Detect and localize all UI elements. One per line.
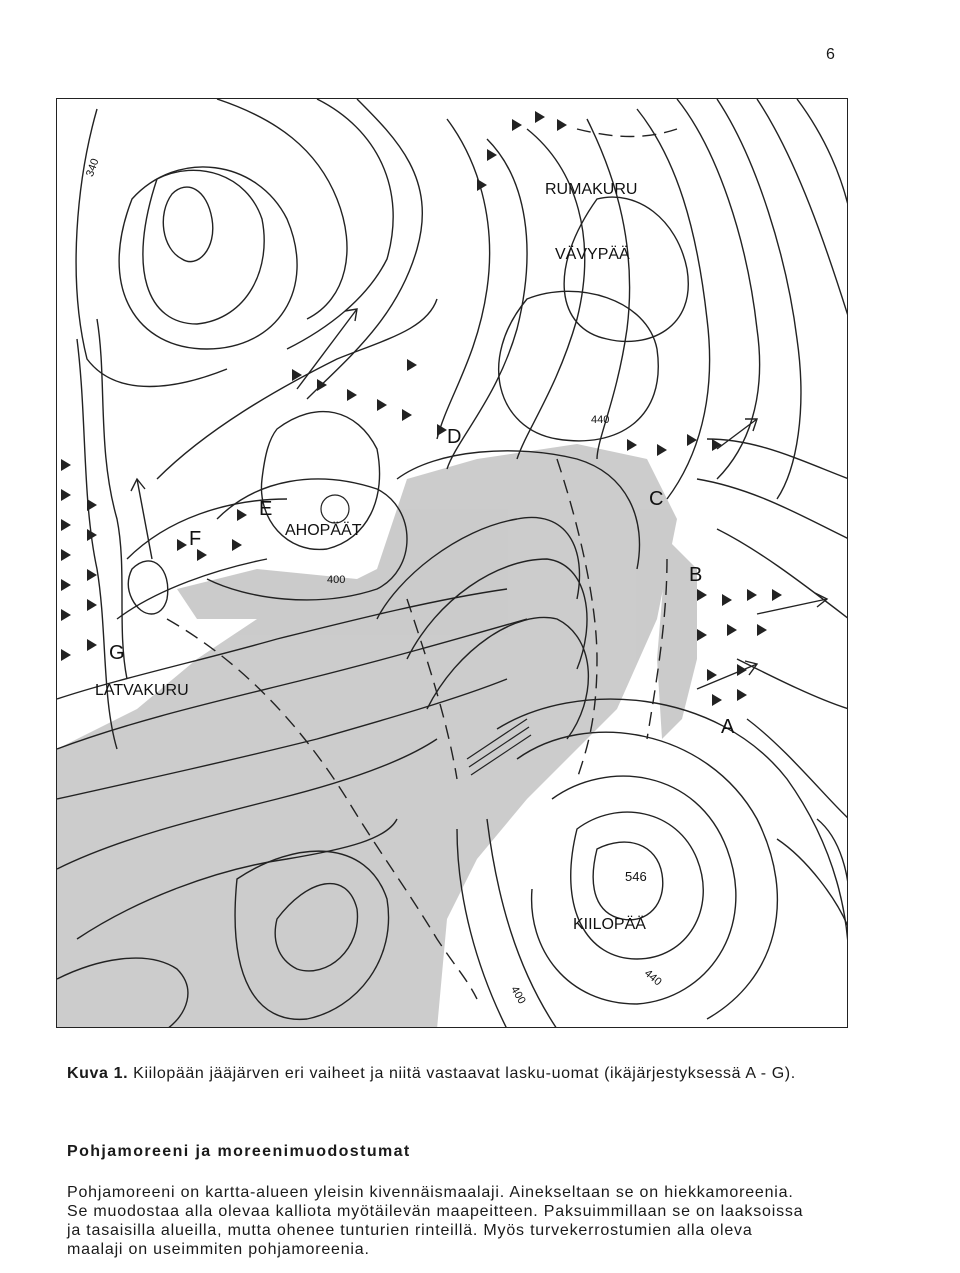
triangle-marker <box>177 539 187 551</box>
contour-label-340: 340 <box>84 157 102 179</box>
triangle-marker <box>512 119 522 131</box>
triangle-marker <box>61 579 71 591</box>
label-stage-g: G <box>109 642 125 664</box>
label-stage-c: C <box>649 488 664 510</box>
label-kiilopaa: KIILOPÄÄ <box>573 916 646 933</box>
triangle-marker <box>61 519 71 531</box>
map-canvas <box>57 99 848 1028</box>
contour-line <box>97 319 127 679</box>
triangle-marker <box>61 489 71 501</box>
contour-line <box>747 719 848 819</box>
topographic-map <box>56 98 848 1028</box>
triangle-marker <box>61 649 71 661</box>
lake-shading <box>57 444 697 1028</box>
triangle-marker <box>347 389 357 401</box>
caption-text: Kiilopään jääjärven eri vaiheet ja niitä vastaavat lasku-uomat (ikäjärjestyksessä A - G). <box>128 1065 796 1082</box>
contour-line <box>437 119 490 439</box>
contour-line <box>447 139 527 469</box>
triangle-marker <box>237 509 247 521</box>
triangle-marker <box>477 179 487 191</box>
triangle-marker <box>697 629 707 641</box>
triangle-marker <box>747 589 757 601</box>
triangle-marker <box>712 694 722 706</box>
body-line: Se muodostaa alla olevaa kalliota myötäilevän maapeitteen. Paksuimmillaan se on laaksoissa <box>67 1203 804 1220</box>
label-stage-d: D <box>447 426 462 448</box>
triangle-marker <box>557 119 567 131</box>
triangle-marker <box>87 599 97 611</box>
triangle-marker <box>197 549 207 561</box>
figure-caption <box>67 1061 857 1086</box>
contour-line <box>707 439 848 479</box>
triangle-marker <box>87 499 97 511</box>
triangle-marker <box>627 439 637 451</box>
contour-line <box>532 776 736 1004</box>
caption-label: Kuva 1. <box>67 1065 129 1082</box>
contour-line <box>287 99 393 349</box>
contour-label-440-top: 440 <box>591 414 610 426</box>
triangle-marker <box>707 669 717 681</box>
triangle-marker <box>535 111 545 123</box>
section-heading: Pohjamoreeni ja moreenimuodostumat <box>67 1143 411 1160</box>
contour-line <box>587 119 630 459</box>
triangle-marker <box>697 589 707 601</box>
contour-line <box>757 99 848 319</box>
triangle-marker <box>61 459 71 471</box>
triangle-marker <box>772 589 782 601</box>
contour-line <box>564 197 688 341</box>
contour-label-400-bottom: 400 <box>508 984 528 1007</box>
triangle-marker <box>402 409 412 421</box>
triangle-marker <box>712 439 722 451</box>
label-rumakuru: RUMAKURU <box>545 181 638 198</box>
contour-line <box>637 109 710 499</box>
survey-points <box>321 495 349 523</box>
triangle-marker <box>657 444 667 456</box>
body-line: ja tasaisilla alueilla, mutta ohenee tunturien rinteillä. Myös turvekerrostumien alla oleva <box>67 1222 753 1239</box>
triangle-marker <box>61 549 71 561</box>
lake-area-west-bay <box>177 569 387 619</box>
contour-line <box>571 812 704 959</box>
contour-line <box>817 819 848 899</box>
flow-arrow <box>697 664 757 689</box>
label-stage-e: E <box>259 498 273 520</box>
triangle-marker <box>377 399 387 411</box>
label-latvakuru: LATVAKURU <box>95 682 189 699</box>
triangle-marker <box>87 639 97 651</box>
page-number: 6 <box>826 46 835 63</box>
summit-ring <box>321 495 349 523</box>
triangle-marker <box>722 594 732 606</box>
label-stage-a: A <box>721 716 735 738</box>
flow-arrow <box>297 309 357 389</box>
label-ahopaat: AHOPÄÄT <box>285 522 362 539</box>
triangle-marker <box>757 624 767 636</box>
contour-line <box>717 529 848 619</box>
contour-line <box>737 659 848 709</box>
body-line: maalaji on useimmiten pohjamoreenia. <box>67 1241 370 1258</box>
triangle-marker <box>407 359 417 371</box>
lake-area-main <box>57 444 677 1028</box>
triangle-marker <box>727 624 737 636</box>
triangle-marker <box>437 424 447 436</box>
triangle-marker <box>87 569 97 581</box>
flow-arrow <box>757 599 827 614</box>
contour-line <box>76 109 227 387</box>
triangle-marker <box>737 689 747 701</box>
contour-line <box>128 561 168 614</box>
contour-label-440-bottom: 440 <box>641 967 664 989</box>
contour-line <box>307 99 422 399</box>
label-stage-f: F <box>189 528 202 550</box>
triangle-marker <box>487 149 497 161</box>
triangle-marker <box>232 539 242 551</box>
contour-line <box>517 129 585 459</box>
contour-line <box>163 187 213 261</box>
label-vavypaa: VÄVYPÄÄ <box>555 246 630 263</box>
label-stage-b: B <box>689 564 703 586</box>
contour-label-546: 546 <box>625 869 647 884</box>
body-line: Pohjamoreeni on kartta-alueen yleisin kivennäismaalaji. Ainekseltaan se on hiekkamoreenia. <box>67 1184 794 1201</box>
contour-line <box>143 170 264 324</box>
triangle-marker <box>61 609 71 621</box>
body-paragraph <box>67 1183 857 1259</box>
contour-label-400: 400 <box>327 574 346 586</box>
